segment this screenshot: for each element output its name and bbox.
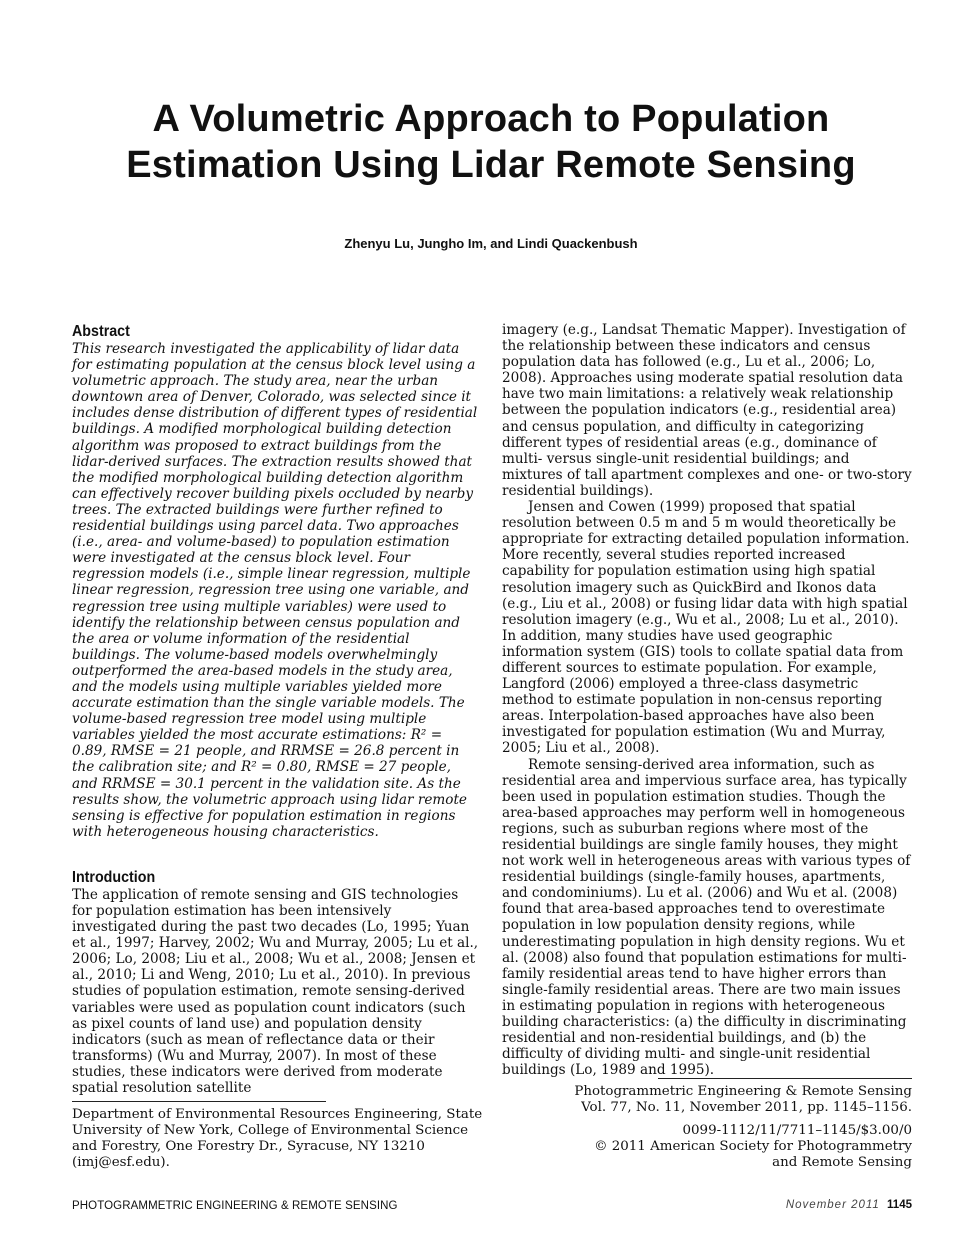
journal-name: Photogrammetric Engineering & Remote Sensing	[574, 1084, 912, 1099]
title-line-2: Estimation Using Lidar Remote Sensing	[126, 144, 856, 186]
introduction-paragraph-1-continued: imagery (e.g., Landsat Thematic Mapper). Investigation of the relationship between these indicators and census population data has followed (e.g., Lu et al., 2006; Lo, 2008). Approaches using moderate spatial resolution data have two main limitations: a relatively weak relationship between the population indicators (e.g., residential area) and census population, and difficulty in categorizing different types of residential areas (e.g., dominance of multi- versus single-unit residential buildings; and mixtures of tall apartment complexes and one- or two-story residential buildings).	[502, 322, 912, 499]
introduction-paragraph-3: Remote sensing-derived area information, such as residential area and impervious surface area, has typically been used in population estimation studies. Though the area-based approaches may perform well in homogeneous regions, such as suburban regions where most of the residential buildings are single family houses, they might not work well in heterogeneous areas with various types of residential buildings (single-family houses, apartments, and condominiums). Lu et al. (2006) and Wu et al. (2008) found that area-based approaches tend to overestimate population in low population density regions, while underestimating population in high density regions. Wu et al. (2008) also found that population estimations for multi-family residential areas tend to have higher errors than single-family residential areas. There are two main issues in estimating population in regions with heterogeneous building characteristics: (a) the difficulty in discriminating residential and non-residential buildings, and (b) the difficulty of dividing multi- and single-unit residential buildings (Lo, 1989 and 1995).	[502, 756, 911, 1079]
copyright-line-2: and Remote Sensing	[772, 1155, 912, 1171]
footer-page-info	[786, 1199, 912, 1211]
paper-title	[70, 96, 912, 188]
page-number: 1145	[887, 1199, 912, 1211]
footer-date: November 2011	[785, 1199, 880, 1211]
journal-volume: Vol. 77, No. 11, November 2011, pp. 1145–1156.	[581, 1100, 912, 1116]
introduction-paragraph-1: The application of remote sensing and GIS technologies for population estimation has been intensively investigated during the past two decades (Lo, 1995; Yuan et al., 1997; Harvey, 2002; Wu and Murray, 2005; Lu et al., 2006; Lo, 2008; Liu et al., 2008; Wu et al., 2008; Jensen et al., 2010; Li and Weng, 2010; Lu et al., 2010). In previous studies of population estimation, remote sensing-derived variables were used as population count indicators (such as pixel counts of land use) and population density indicators (such as mean of reflectance data or their transforms) (Wu and Murray, 2007). In most of these studies, these indicators were derived from moderate spatial resolution satellite	[72, 886, 479, 1097]
copyright-line: © 2011 American Society for Photogrammetry	[594, 1138, 912, 1154]
left-column	[72, 322, 480, 1096]
journal-info-divider	[658, 1078, 912, 1079]
author-affiliation: Department of Environmental Resources Engineering, State University of New York, College of Environmental Science and Forestry, One Forestry Dr., Syracuse, NY 13210 (imj@esf.edu).	[72, 1107, 483, 1171]
affiliation-divider	[72, 1101, 326, 1102]
right-column	[502, 322, 912, 1078]
abstract-heading: Abstract	[72, 323, 130, 340]
introduction-paragraph-2: Jensen and Cowen (1999) proposed that spatial resolution between 0.5 m and 5 m would theoretically be appropriate for extracting detailed population information. More recently, several studies reported increased capability for population estimation using high spatial resolution imagery such as QuickBird and Ikonos data (e.g., Liu et al., 2008) or fusing lidar data with high spatial resolution imagery (e.g., Wu et al., 2008; Lu et al., 2010). In addition, many studies have used geographic information system (GIS) tools to collate spatial data from different sources to estimate population. For example, Langford (2006) employed a three-class dasymetric method to estimate population in non-census reporting areas. Interpolation-based approaches have also been investigated for population estimation (Wu and Murray, 2005; Liu et al., 2008).	[502, 499, 910, 757]
author-list: Zhenyu Lu, Jungho Im, and Lindi Quackenbush	[344, 236, 638, 251]
footer-journal-name: PHOTOGRAMMETRIC ENGINEERING & REMOTE SENSING	[72, 1200, 398, 1212]
introduction-heading: Introduction	[72, 868, 156, 886]
abstract-text: This research investigated the applicability of lidar data for estimating population at the census block level using a volumetric approach. The study area, near the urban downtown area of Denver, Colorado, was selected since it includes dense distribution of different types of residential buildings. A modified morphological building detection algorithm was proposed to extract buildings from the lidar-derived surfaces. The extraction results showed that the modified morphological building detection algorithm can effectively recover building pixels occluded by nearby trees. The extracted buildings were further refined to residential buildings using parcel data. Two approaches (i.e., area- and volume-based) to population estimation were investigated at the census block level. Four regression models (i.e., simple linear regression, multiple linear regression, regression tree using one variable, and regression tree using multiple variables) were used to identify the relationship between census population and the area or volume information of the residential buildings. The volume-based models overwhelmingly outperformed the area-based models in the study area, and the models using multiple variables yielded more accurate estimation than the single variable models. The volume-based regression tree model using multiple variables yielded the most accurate estimations: R² = 0.89, RMSE = 21 people, and RRMSE = 26.8 percent in the calibration site; and R² = 0.80, RMSE = 27 people, and RRMSE = 30.1 percent in the validation site. As the results show, the volumetric approach using lidar remote sensing is effective for population estimation in regions with heterogeneous housing characteristics.	[72, 341, 478, 840]
title-line-1: A Volumetric Approach to Population	[152, 98, 830, 140]
journal-issn: 0099-1112/11/7711–1145/$3.00/0	[682, 1122, 912, 1138]
journal-citation	[552, 1084, 912, 1171]
